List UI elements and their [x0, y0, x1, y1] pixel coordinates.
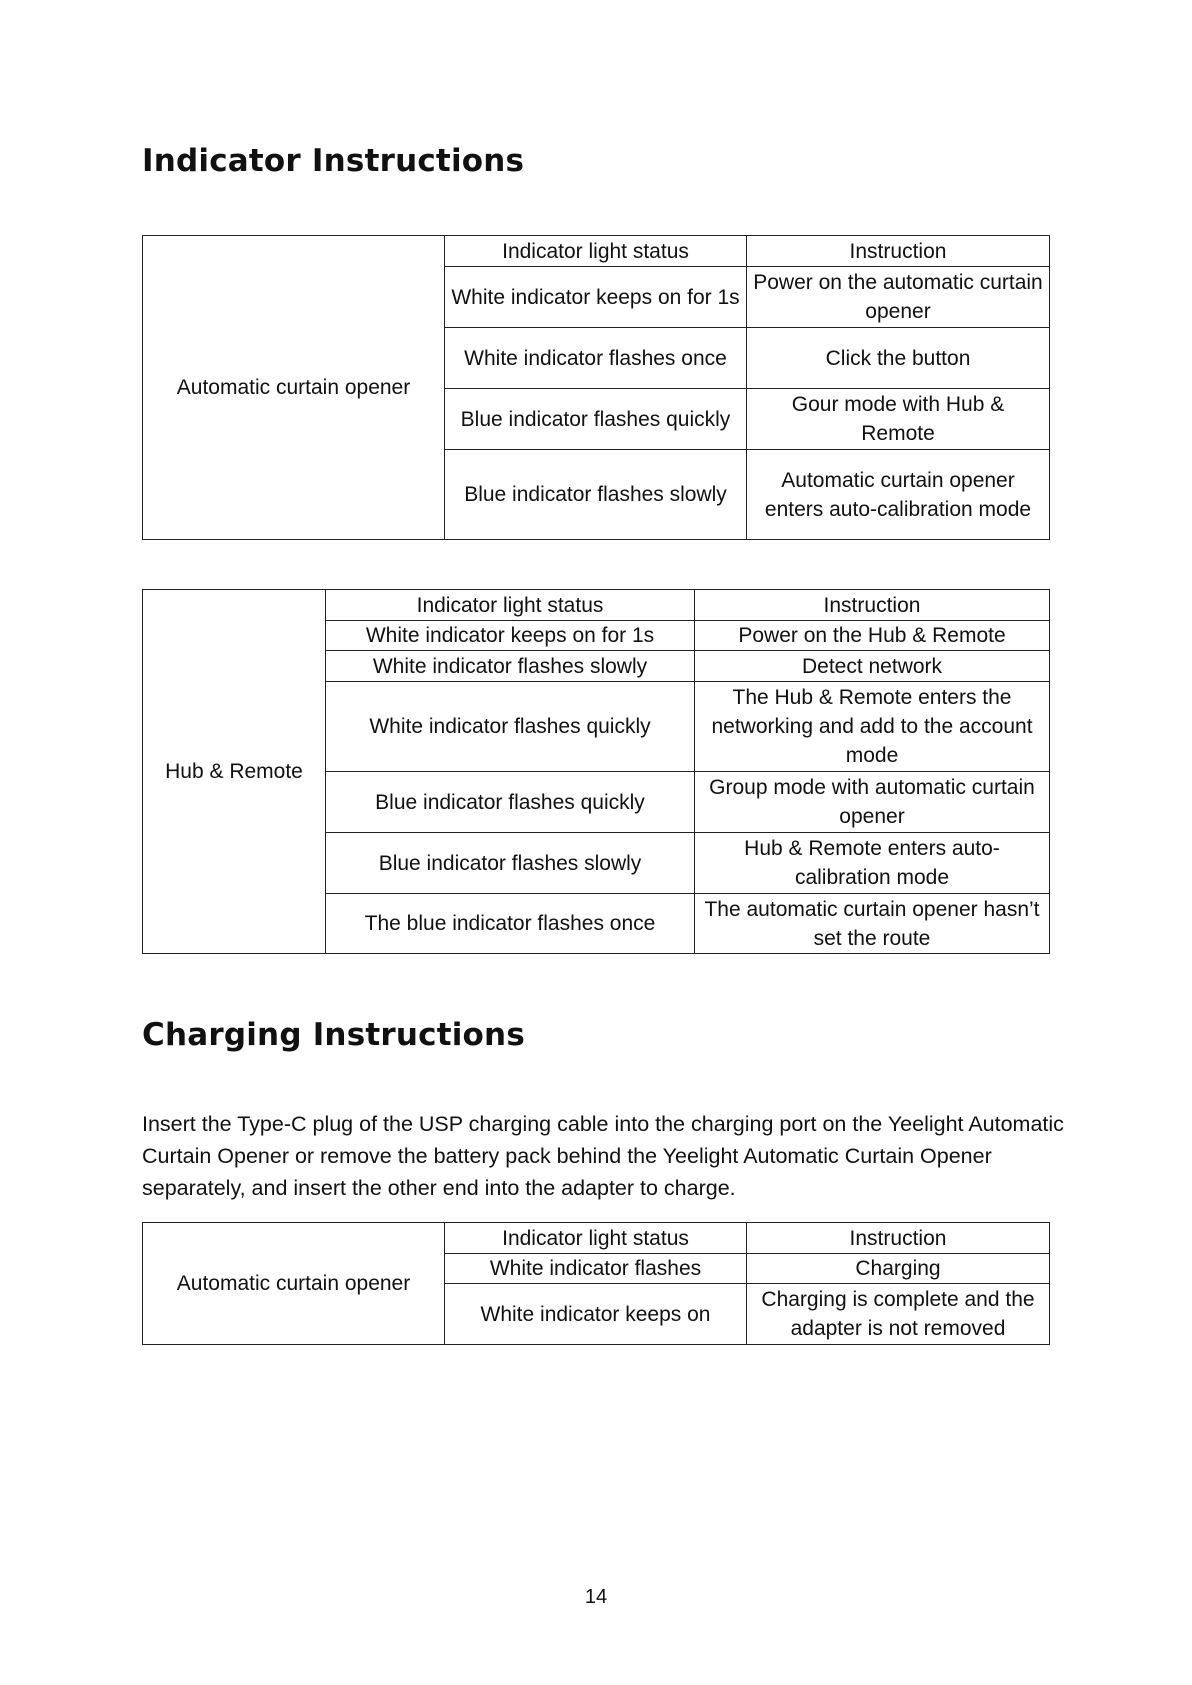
header-instruction-cell: Instruction — [747, 1223, 1050, 1254]
charging-table — [142, 1222, 1050, 1345]
status-cell: White indicator flashes once — [445, 328, 747, 389]
instruction-cell: Charging — [747, 1254, 1050, 1284]
indicator-instructions-heading: Indicator Instructions — [142, 143, 525, 179]
instruction-cell: Hub & Remote enters auto-calibration mode — [695, 833, 1050, 894]
device-cell: Automatic curtain opener — [143, 236, 445, 540]
status-cell: White indicator flashes slowly — [326, 651, 695, 682]
device-cell: Automatic curtain opener — [143, 1223, 445, 1345]
instruction-cell: Detect network — [695, 651, 1050, 682]
curtain-indicator-table — [142, 235, 1050, 540]
instruction-cell: The automatic curtain opener hasn’t set the route — [695, 894, 1050, 954]
instruction-cell: Charging is complete and the adapter is not removed — [747, 1284, 1050, 1345]
instruction-cell: Click the button — [747, 328, 1050, 389]
status-cell: White indicator keeps on — [445, 1284, 747, 1345]
status-cell: Blue indicator flashes slowly — [326, 833, 695, 894]
status-cell: Blue indicator flashes quickly — [445, 389, 747, 450]
instruction-cell: Power on the automatic curtain opener — [747, 267, 1050, 328]
device-cell: Hub & Remote — [143, 590, 326, 954]
charging-paragraph: Insert the Type-C plug of the USP charging cable into the charging port on the Yeelight Automatic Curtain Opener or remove the battery pack behind the Yeelight Automatic Curtain Opener separately, and insert the other end into the adapter to charge. — [142, 1112, 1064, 1200]
instruction-cell: Power on the Hub & Remote — [695, 621, 1050, 651]
header-status-cell: Indicator light status — [445, 1223, 747, 1254]
status-cell: Blue indicator flashes slowly — [445, 450, 747, 540]
table-header-row — [143, 236, 1050, 267]
status-cell: White indicator keeps on for 1s — [445, 267, 747, 328]
status-cell: Blue indicator flashes quickly — [326, 772, 695, 833]
header-status-cell: Indicator light status — [326, 590, 695, 621]
header-status-cell: Indicator light status — [445, 236, 747, 267]
status-cell: The blue indicator flashes once — [326, 894, 695, 954]
status-cell: White indicator flashes quickly — [326, 682, 695, 772]
status-cell: White indicator keeps on for 1s — [326, 621, 695, 651]
table-header-row — [143, 590, 1050, 621]
instruction-cell: Group mode with automatic curtain opener — [695, 772, 1050, 833]
instruction-cell: Automatic curtain opener enters auto-calibration mode — [747, 450, 1050, 540]
charging-instructions-heading: Charging Instructions — [142, 1017, 525, 1053]
instruction-cell: The Hub & Remote enters the networking and add to the account mode — [695, 682, 1050, 772]
header-instruction-cell: Instruction — [695, 590, 1050, 621]
header-instruction-cell: Instruction — [747, 236, 1050, 267]
page-number: 14 — [584, 1586, 608, 1608]
instruction-cell: Gour mode with Hub & Remote — [747, 389, 1050, 450]
hub-indicator-table — [142, 589, 1050, 954]
status-cell: White indicator flashes — [445, 1254, 747, 1284]
table-header-row — [143, 1223, 1050, 1254]
